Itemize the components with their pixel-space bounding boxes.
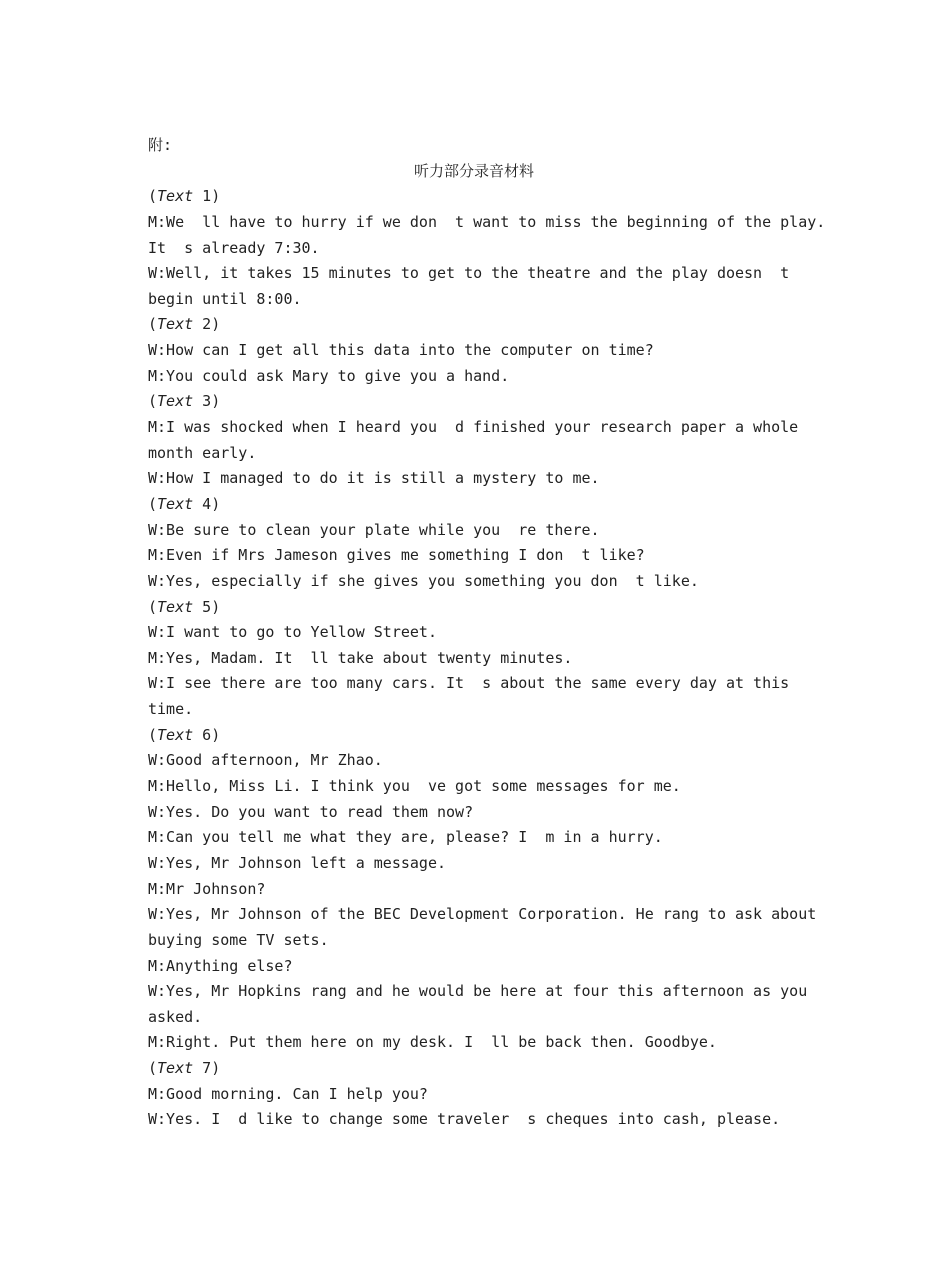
dialogue-line: M:Mr Johnson? [148, 879, 266, 898]
section-label: Text [157, 1059, 194, 1078]
dialogue-line: M:Right. Put them here on my desk. I ll be back then. Goodbye. [148, 1033, 717, 1052]
dialogue-line: M:I was shocked when I heard you d finished your research paper a whole [148, 418, 799, 437]
dialogue-line: M:You could ask Mary to give you a hand. [148, 366, 510, 385]
section-heading-open-paren: ( [148, 725, 158, 744]
dialogue-line: W:How I managed to do it is still a mystery to me. [148, 469, 600, 488]
section-heading [148, 1056, 808, 1082]
section-number: 5) [193, 597, 221, 616]
dialogue-line: W:Good afternoon, Mr Zhao. [148, 751, 383, 770]
section-heading [148, 389, 808, 415]
section-number: 3) [193, 392, 221, 411]
dialogue-line: M:Good morning. Can I help you? [148, 1084, 428, 1103]
dialogue-line: begin until 8:00. [148, 289, 302, 308]
section-label: Text [157, 494, 194, 513]
section-heading [148, 492, 808, 518]
section-heading [148, 312, 808, 338]
section-label: Text [157, 597, 194, 616]
appendix-label: 附: [148, 136, 173, 154]
section-label: Text [157, 187, 194, 206]
dialogue-line: W:I want to go to Yellow Street. [148, 623, 437, 642]
dialogue-line: M:Yes, Madam. It ll take about twenty minutes. [148, 648, 573, 667]
section-label: Text [157, 315, 194, 334]
dialogue-line: buying some TV sets. [148, 930, 329, 949]
section-heading-open-paren: ( [148, 392, 158, 411]
document-body [148, 133, 826, 1133]
dialogue-line: M:Can you tell me what they are, please? I m in a hurry. [148, 828, 663, 847]
section-number: 7) [193, 1059, 221, 1078]
dialogue-line: W:Yes, Mr Hopkins rang and he would be here at four this afternoon as you [148, 982, 808, 1001]
dialogue-line: M:Anything else? [148, 956, 293, 975]
dialogue-line: W:Yes. I d like to change some traveler s cheques into cash, please. [148, 1110, 781, 1129]
section-heading-open-paren: ( [148, 597, 158, 616]
section-heading [148, 184, 808, 210]
dialogue-line: month early. [148, 443, 257, 462]
transcript-sections [148, 184, 826, 1133]
page-title: 听力部分录音材料 [413, 161, 534, 180]
dialogue-line: M:Hello, Miss Li. I think you ve got some messages for me. [148, 777, 681, 796]
dialogue-line: It s already 7:30. [148, 238, 320, 257]
section-label: Text [157, 725, 194, 744]
section-label: Text [157, 392, 194, 411]
dialogue-line: time. [148, 700, 194, 719]
section-heading [148, 595, 808, 621]
dialogue-line: M:We ll have to hurry if we don t want to miss the beginning of the play. [148, 212, 826, 231]
dialogue-line: W:Yes, Mr Johnson of the BEC Development Corporation. He rang to ask about [148, 905, 817, 924]
dialogue-line: W:Yes, especially if she gives you something you don t like. [148, 571, 699, 590]
section-heading-open-paren: ( [148, 494, 158, 513]
dialogue-line: W:Be sure to clean your plate while you re there. [148, 520, 600, 539]
section-heading-open-paren: ( [148, 315, 158, 334]
section-heading-open-paren: ( [148, 1059, 158, 1078]
dialogue-line: W:How can I get all this data into the computer on time? [148, 341, 654, 360]
section-heading [148, 723, 808, 749]
dialogue-line: W:Well, it takes 15 minutes to get to the theatre and the play doesn t [148, 264, 790, 283]
dialogue-line: W:Yes. Do you want to read them now? [148, 802, 474, 821]
section-number: 6) [193, 725, 221, 744]
section-heading-open-paren: ( [148, 187, 158, 206]
dialogue-line: W:Yes, Mr Johnson left a message. [148, 853, 447, 872]
dialogue-line: M:Even if Mrs Jameson gives me something I don t like? [148, 546, 645, 565]
dialogue-line: W:I see there are too many cars. It s about the same every day at this [148, 674, 790, 693]
section-number: 2) [193, 315, 221, 334]
section-number: 1) [193, 187, 221, 206]
section-number: 4) [193, 494, 221, 513]
dialogue-line: asked. [148, 1007, 203, 1026]
